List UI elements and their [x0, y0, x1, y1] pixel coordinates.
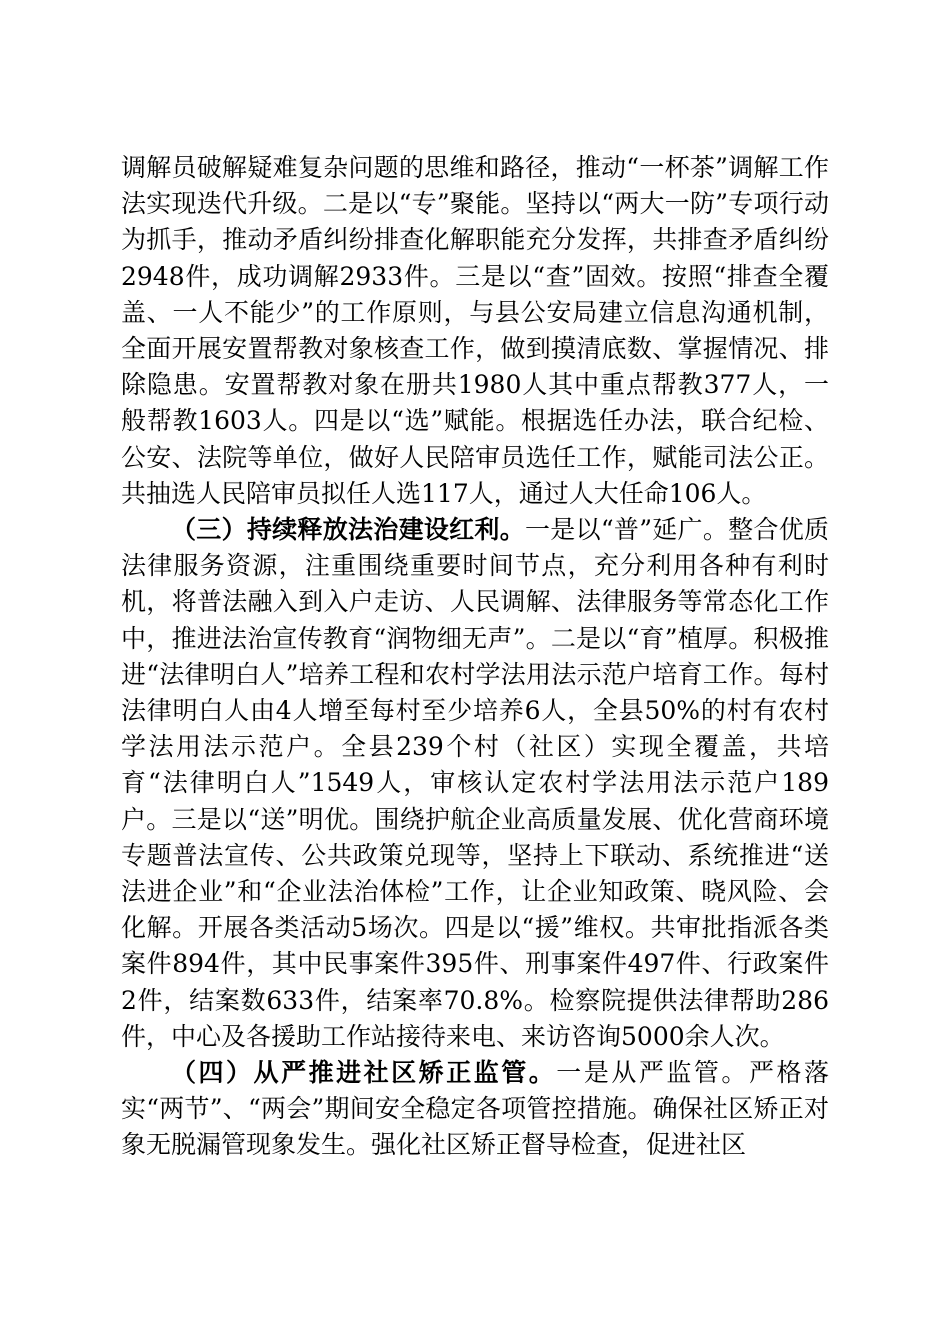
- paragraph-section-4: [121, 1055, 829, 1164]
- paragraph-text: 一是以“普”延广。整合优质法律服务资源，注重围绕重要时间节点，充分利用各种有利时机，将普法融入到入户走访、人民调解、法律服务等常态化工作中，推进法治宣传教育“润物细无声”。二是以“育”植厚。积极推进“法律明白人”培养工程和农村学法用法示范户培育工作。每村法律明白人由4人增至每村至少培养6人，全县50%的村有农村学法用法示范户。全县239个村（社区）实现全覆盖，共培育“法律明白人”1549人，审核认定农村学法用法示范户189户。三是以“送”明优。围绕护航企业高质量发展、优化营商环境专题普法宣传、公共政策兑现等，坚持上下联动、系统推进“送法进企业”和“企业法治体检”工作，让企业知政策、晓风险、会化解。开展各类活动5场次。四是以“援”维权。共审批指派各类案件894件，其中民事案件395件、刑事案件497件、行政案件2件，结案数633件，结案率70.8%。检察院提供法律帮助286件，中心及各援助工作站接待来电、来访咨询5000余人次。: [121, 515, 829, 1051]
- paragraph-text: 调解员破解疑难复杂问题的思维和路径，推动“一杯茶”调解工作法实现迭代升级。二是以“专”聚能。坚持以“两大一防”专项行动为抓手，推动矛盾纠纷排查化解职能充分发挥，共排查矛盾纠纷2948件，成功调解2933件。三是以“查”固效。按照“排查全覆盖、一人不能少”的工作原则，与县公安局建立信息沟通机制，全面开展安置帮教对象核查工作，做到摸清底数、掌握情况、排除隐患。安置帮教对象在册共1980人其中重点帮教377人，一般帮教1603人。四是以“选”赋能。根据选任办法，联合纪检、公安、法院等单位，做好人民陪审员选任工作，赋能司法公正。共抽选人民陪审员拟任人选117人，通过人大任命106人。: [121, 153, 829, 508]
- paragraph-section-3: [121, 512, 829, 1055]
- paragraph-continued: [121, 150, 829, 512]
- document-body: [121, 150, 829, 1164]
- paragraph-text: 一是从严监管。严格落实“两节”、“两会”期间安全稳定各项管控措施。确保社区矫正对象无脱漏管现象发生。强化社区矫正督导检查，促进社区: [121, 1058, 829, 1160]
- section-heading: （四）从严推进社区矫正监管。: [171, 1058, 557, 1088]
- section-heading: （三）持续释放法治建设红利。: [171, 515, 525, 545]
